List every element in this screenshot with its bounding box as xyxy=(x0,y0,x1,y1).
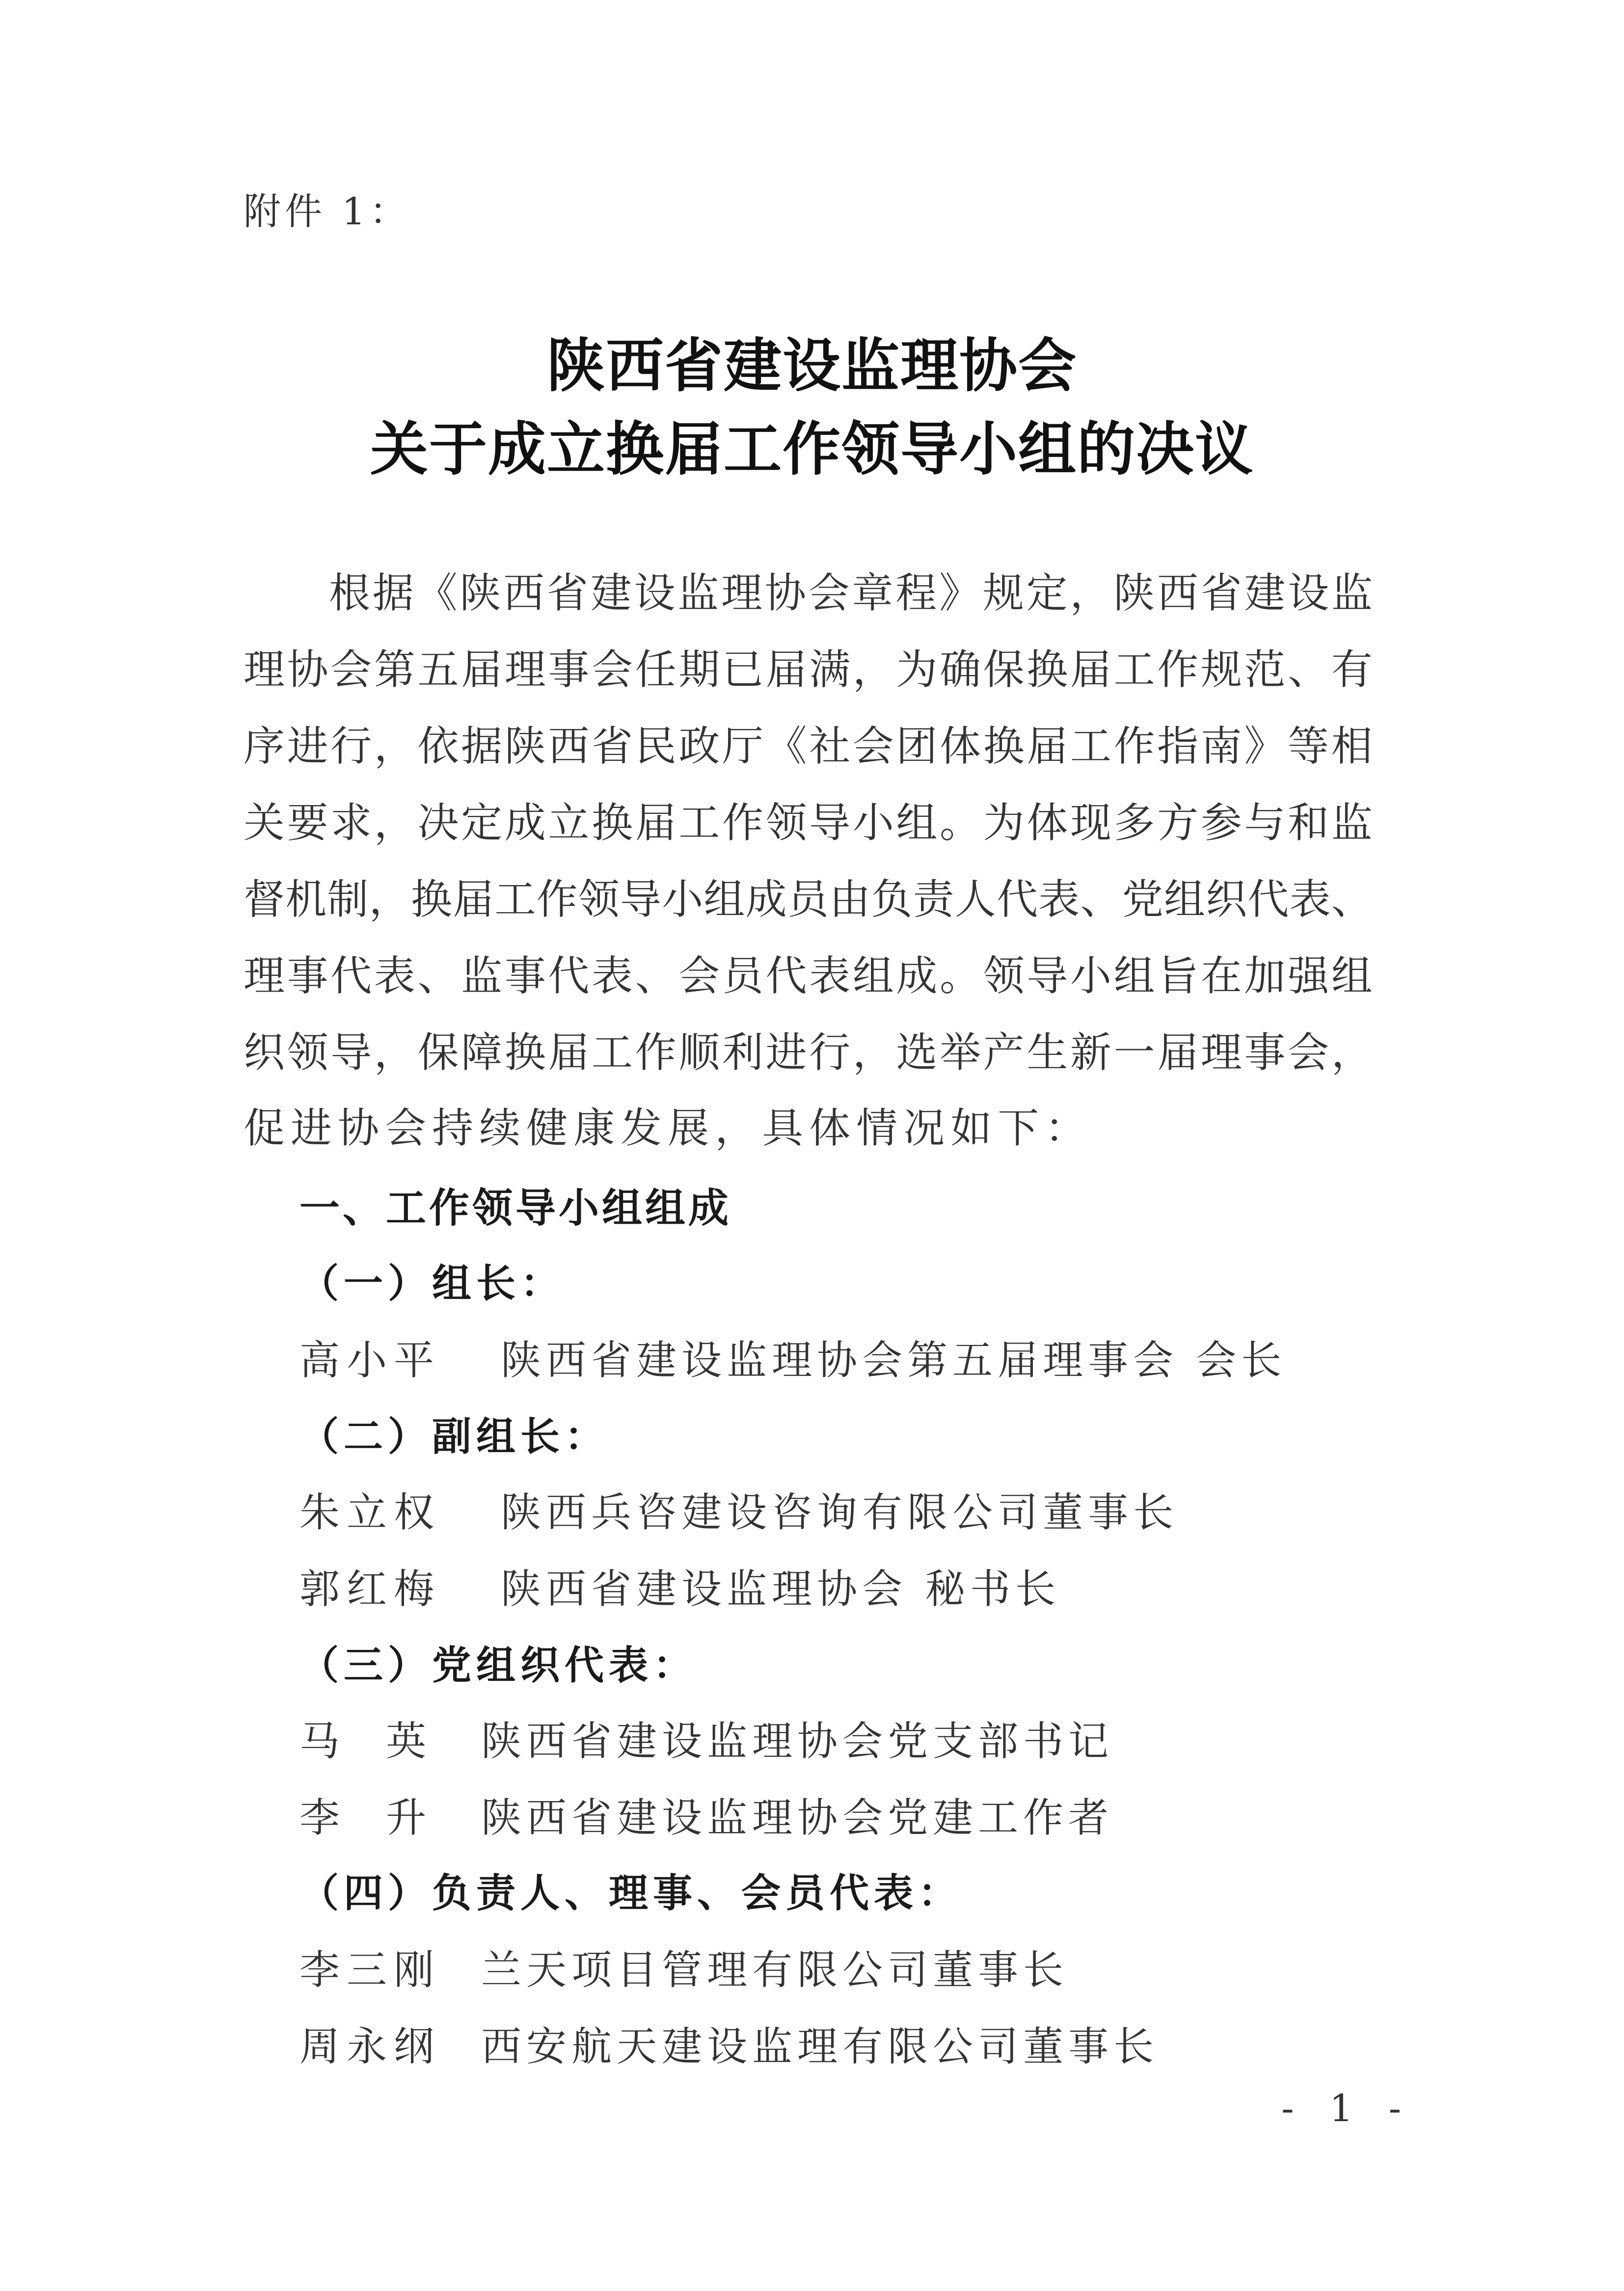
paragraph-char: 会 xyxy=(852,722,894,770)
paragraph-char: 续 xyxy=(479,1104,527,1152)
group-label-party: （三）党组织代表： xyxy=(299,1643,697,1688)
paragraph-char: 举 xyxy=(940,1028,981,1077)
paragraph-char: ， xyxy=(374,799,415,847)
paragraph-char: 工 xyxy=(1070,722,1111,770)
paragraph-char: 定 xyxy=(461,799,503,847)
paragraph-char: 建 xyxy=(590,569,632,617)
paragraph-char: 况 xyxy=(903,1104,951,1152)
paragraph-char: ， xyxy=(715,1104,762,1152)
attachment-label: 附件 1： xyxy=(244,189,411,233)
group-label-representatives: （四）负责人、理事、会员代表： xyxy=(299,1870,962,1916)
paragraph-char: 届 xyxy=(548,1028,590,1077)
paragraph-char: 领 xyxy=(765,799,807,847)
paragraph-char: 满 xyxy=(809,646,851,694)
page-number: - 1 - xyxy=(1281,2086,1413,2130)
paragraph-char: 设 xyxy=(1288,569,1329,617)
paragraph-char: 理 xyxy=(504,646,546,694)
paragraph-char: 加 xyxy=(1244,952,1286,1000)
member-org: 兰天项目管理有限公司董事长 xyxy=(481,1947,1069,1994)
paragraph-char: ， xyxy=(374,722,415,770)
paragraph-char: 机 xyxy=(285,875,327,923)
paragraph-char: 届 xyxy=(1027,722,1068,770)
paragraph-line xyxy=(244,952,1373,1000)
member-org: 西安航天建设监理有限公司董事长 xyxy=(481,2023,1159,2070)
paragraph-line xyxy=(244,722,1373,770)
paragraph-char: 为 xyxy=(896,646,938,694)
member-row xyxy=(299,1481,1178,1538)
paragraph-char: 进 xyxy=(291,1104,338,1152)
paragraph-char: 一 xyxy=(1113,1028,1155,1077)
paragraph-char: ， xyxy=(1070,569,1111,617)
member-name: 周永纲 xyxy=(299,2023,441,2070)
paragraph-char: 体 xyxy=(809,1104,857,1152)
paragraph-char: ， xyxy=(369,875,410,923)
paragraph-char: 定 xyxy=(1026,569,1068,617)
paragraph-char: 具 xyxy=(762,1104,810,1152)
paragraph-char: 障 xyxy=(461,1028,503,1077)
paragraph-char: 西 xyxy=(548,722,590,770)
paragraph-char: ： xyxy=(1045,1104,1092,1152)
paragraph-char: 理 xyxy=(244,646,285,694)
paragraph-char: 织 xyxy=(1206,875,1247,923)
paragraph-char: 会 xyxy=(385,1104,433,1152)
paragraph-char: 表 xyxy=(592,952,633,1000)
paragraph-char: 规 xyxy=(1200,646,1242,694)
paragraph-char: 协 xyxy=(338,1104,385,1152)
paragraph-char: 产 xyxy=(983,1028,1025,1077)
paragraph-char: 陕 xyxy=(1113,569,1155,617)
paragraph-char: 《 xyxy=(416,569,458,617)
member-name: 马 英 xyxy=(299,1718,433,1765)
paragraph-char: 会 xyxy=(808,569,850,617)
paragraph-char: 组 xyxy=(896,799,938,847)
paragraph-char: 织 xyxy=(244,1028,285,1077)
paragraph-char: 据 xyxy=(461,722,503,770)
paragraph-char: 届 xyxy=(635,799,677,847)
paragraph-char: 程 xyxy=(895,569,937,617)
paragraph-char: 行 xyxy=(809,1028,851,1077)
paragraph-char: 旨 xyxy=(1157,952,1199,1000)
paragraph-char: 方 xyxy=(1157,799,1199,847)
paragraph-char: 如 xyxy=(950,1104,998,1152)
member-row xyxy=(299,2015,1159,2072)
paragraph-char: 作 xyxy=(635,1028,677,1077)
member-row xyxy=(299,1786,1113,1843)
paragraph-char: 组 xyxy=(1164,875,1205,923)
paragraph-char: 。 xyxy=(940,799,981,847)
paragraph-char: 设 xyxy=(634,569,676,617)
paragraph-char: 事 xyxy=(548,646,590,694)
paragraph-char: 陕 xyxy=(504,722,546,770)
paragraph-char: 组 xyxy=(704,875,745,923)
paragraph-char: 换 xyxy=(983,722,1025,770)
paragraph-char: 保 xyxy=(417,1028,459,1077)
paragraph-char: 政 xyxy=(678,722,720,770)
member-name: 朱立权 xyxy=(299,1489,441,1536)
paragraph-char: 事 xyxy=(504,952,546,1000)
paragraph-char: 、 xyxy=(635,952,677,1000)
paragraph-char: 多 xyxy=(1113,799,1155,847)
paragraph-char: 要 xyxy=(287,799,328,847)
paragraph-char: 、 xyxy=(1080,875,1122,923)
paragraph-char: 南 xyxy=(1200,722,1242,770)
paragraph-char: 、 xyxy=(1288,646,1329,694)
member-name: 高小平 xyxy=(299,1337,441,1384)
paragraph-char: 关 xyxy=(244,799,285,847)
document-title-line-2: 关于成立换届工作领导小组的决议 xyxy=(370,415,1254,483)
paragraph-char: 规 xyxy=(982,569,1024,617)
paragraph-char: 协 xyxy=(287,646,328,694)
paragraph-char: 健 xyxy=(526,1104,574,1152)
paragraph-char: 监 xyxy=(1331,569,1373,617)
paragraph-char: 范 xyxy=(1244,646,1286,694)
paragraph-char: 会 xyxy=(678,952,720,1000)
paragraph-line xyxy=(244,1028,1373,1077)
paragraph-char: 决 xyxy=(417,799,459,847)
paragraph-char: 督 xyxy=(244,875,285,923)
paragraph-line xyxy=(329,569,1373,617)
paragraph-char: 导 xyxy=(1027,952,1068,1000)
paragraph-char: 人 xyxy=(954,875,996,923)
paragraph-char: 表 xyxy=(1289,875,1331,923)
paragraph-char: 换 xyxy=(410,875,452,923)
member-name: 李 升 xyxy=(299,1795,433,1841)
paragraph-char: 和 xyxy=(1288,799,1329,847)
member-row xyxy=(299,1938,1068,1995)
member-org: 陕西省建设监理协会党建工作者 xyxy=(481,1795,1114,1841)
paragraph-char: 相 xyxy=(1331,722,1373,770)
paragraph-char: 与 xyxy=(1244,799,1286,847)
group-label-leader: （一）组长： xyxy=(299,1261,565,1306)
paragraph-char: 进 xyxy=(287,722,328,770)
paragraph-char: 事 xyxy=(287,952,328,1000)
paragraph-char: 进 xyxy=(765,1028,807,1077)
paragraph-char: 理 xyxy=(244,952,285,1000)
paragraph-char: 届 xyxy=(461,646,503,694)
section-heading: 一、工作领导小组组成 xyxy=(299,1185,732,1232)
member-org: 陕西省建设监理协会第五届理事会 会长 xyxy=(501,1337,1287,1384)
paragraph-char: 代 xyxy=(330,952,372,1000)
paragraph-char: 体 xyxy=(940,722,981,770)
paragraph-char: 》 xyxy=(939,569,980,617)
paragraph-char: 会 xyxy=(1288,1028,1329,1077)
member-name: 李三刚 xyxy=(299,1947,441,1994)
paragraph-char: 届 xyxy=(1070,646,1111,694)
paragraph-char: 第 xyxy=(374,646,415,694)
paragraph-char: 、 xyxy=(417,952,459,1000)
paragraph-char: 理 xyxy=(721,569,763,617)
paragraph-char: 建 xyxy=(1244,569,1286,617)
paragraph-char: 成 xyxy=(896,952,938,1000)
paragraph-char: 康 xyxy=(573,1104,621,1152)
paragraph-char: 立 xyxy=(548,799,590,847)
paragraph-char: 据 xyxy=(372,569,414,617)
paragraph-char: 求 xyxy=(330,799,372,847)
paragraph-char: 表 xyxy=(374,952,415,1000)
paragraph-char: 工 xyxy=(494,875,536,923)
member-org: 陕西省建设监理协会党支部书记 xyxy=(481,1718,1114,1765)
paragraph-char: 西 xyxy=(503,569,545,617)
paragraph-char: 代 xyxy=(996,875,1038,923)
paragraph-char: 促 xyxy=(244,1104,291,1152)
paragraph-char: 会 xyxy=(592,646,633,694)
paragraph-char: 员 xyxy=(722,952,763,1000)
paragraph-char: 作 xyxy=(1157,646,1199,694)
paragraph-char: 监 xyxy=(677,569,719,617)
paragraph-char: 制 xyxy=(327,875,369,923)
paragraph-char: 指 xyxy=(1157,722,1199,770)
paragraph-char: 发 xyxy=(621,1104,668,1152)
paragraph-char: 依 xyxy=(417,722,459,770)
paragraph-char: 顺 xyxy=(678,1028,720,1077)
paragraph-char: 监 xyxy=(461,952,503,1000)
paragraph-char: 五 xyxy=(417,646,459,694)
paragraph-char: 领 xyxy=(983,952,1025,1000)
paragraph-char: 届 xyxy=(453,875,494,923)
paragraph-char: 领 xyxy=(578,875,620,923)
paragraph-char: 小 xyxy=(662,875,704,923)
paragraph-char: 西 xyxy=(1157,569,1198,617)
paragraph-char: 参 xyxy=(1200,799,1242,847)
paragraph-char: 协 xyxy=(764,569,806,617)
paragraph-char: 换 xyxy=(504,1028,546,1077)
paragraph-char: 组 xyxy=(852,952,894,1000)
paragraph-char: 成 xyxy=(504,799,546,847)
paragraph-char: 团 xyxy=(896,722,938,770)
paragraph-char: 监 xyxy=(1331,799,1373,847)
paragraph-char: 等 xyxy=(1288,722,1329,770)
paragraph-char: 现 xyxy=(1070,799,1111,847)
paragraph-char: 工 xyxy=(678,799,720,847)
paragraph-char: 换 xyxy=(592,799,633,847)
paragraph-line xyxy=(244,646,1373,694)
group-label-deputy: （二）副组长： xyxy=(299,1414,609,1459)
paragraph-char: 组 xyxy=(1331,952,1373,1000)
paragraph-char: 代 xyxy=(1247,875,1289,923)
paragraph-char: 届 xyxy=(765,646,807,694)
paragraph-char: 持 xyxy=(432,1104,480,1152)
paragraph-char: 作 xyxy=(1113,722,1155,770)
paragraph-char: 负 xyxy=(871,875,913,923)
paragraph-char: 表 xyxy=(1038,875,1080,923)
paragraph-char: 情 xyxy=(856,1104,904,1152)
paragraph-char: 、 xyxy=(1331,875,1373,923)
paragraph-char: 理 xyxy=(1200,1028,1242,1077)
member-row xyxy=(299,1328,1286,1386)
paragraph-char: 展 xyxy=(668,1104,715,1152)
paragraph-char: 工 xyxy=(592,1028,633,1077)
paragraph-char: 代 xyxy=(548,952,590,1000)
paragraph-char: 利 xyxy=(722,1028,763,1077)
paragraph-char: 保 xyxy=(983,646,1025,694)
paragraph-char: 体 xyxy=(1027,799,1068,847)
paragraph-char: 民 xyxy=(635,722,677,770)
paragraph-char: 责 xyxy=(913,875,954,923)
paragraph-char: 期 xyxy=(678,646,720,694)
paragraph-char: ， xyxy=(1331,1028,1373,1077)
member-org: 陕西兵咨建设咨询有限公司董事长 xyxy=(501,1489,1179,1536)
paragraph-char: 《 xyxy=(765,722,807,770)
member-org: 陕西省建设监理协会 秘书长 xyxy=(501,1566,1061,1613)
paragraph-char: 新 xyxy=(1070,1028,1111,1077)
paragraph-char: 已 xyxy=(722,646,763,694)
paragraph-char: 表 xyxy=(809,952,851,1000)
paragraph-char: 任 xyxy=(635,646,677,694)
paragraph-char: 作 xyxy=(722,799,763,847)
paragraph-char: ， xyxy=(852,1028,894,1077)
paragraph-char: 根 xyxy=(329,569,371,617)
paragraph-char: 导 xyxy=(330,1028,372,1077)
paragraph-char: 领 xyxy=(287,1028,328,1077)
paragraph-line xyxy=(244,1104,1373,1152)
paragraph-char: 党 xyxy=(1122,875,1164,923)
paragraph-char: 会 xyxy=(330,646,372,694)
paragraph-char: 工 xyxy=(1113,646,1155,694)
paragraph-char: 代 xyxy=(765,952,807,1000)
paragraph-char: 厅 xyxy=(722,722,763,770)
document-title-line-1: 陕西省建设监理协会 xyxy=(546,332,1077,400)
paragraph-char: 生 xyxy=(1027,1028,1068,1077)
paragraph-char: 由 xyxy=(829,875,871,923)
paragraph-char: 换 xyxy=(1027,646,1068,694)
paragraph-char: 导 xyxy=(809,799,851,847)
paragraph-char: 省 xyxy=(1200,569,1242,617)
paragraph-char: 届 xyxy=(1157,1028,1199,1077)
paragraph-char: 导 xyxy=(620,875,661,923)
paragraph-char: 组 xyxy=(1113,952,1155,1000)
paragraph-char: 》 xyxy=(1244,722,1286,770)
paragraph-char: 省 xyxy=(592,722,633,770)
paragraph-char: 小 xyxy=(1070,952,1111,1000)
paragraph-char: 社 xyxy=(809,722,851,770)
paragraph-char: 强 xyxy=(1288,952,1329,1000)
paragraph-line xyxy=(244,799,1373,847)
paragraph-char: 员 xyxy=(787,875,829,923)
paragraph-line xyxy=(244,875,1373,923)
paragraph-char: 选 xyxy=(896,1028,938,1077)
paragraph-char: 事 xyxy=(1244,1028,1286,1077)
paragraph-char: 有 xyxy=(1331,646,1373,694)
paragraph-char: 序 xyxy=(244,722,285,770)
paragraph-char: ， xyxy=(852,646,894,694)
member-name: 郭红梅 xyxy=(299,1566,441,1613)
paragraph-char: 为 xyxy=(983,799,1025,847)
paragraph-char: 作 xyxy=(536,875,578,923)
paragraph-char: 在 xyxy=(1200,952,1242,1000)
paragraph-char: ， xyxy=(374,1028,415,1077)
paragraph-char: 章 xyxy=(852,569,893,617)
member-row xyxy=(299,1557,1060,1615)
paragraph-char: 下 xyxy=(998,1104,1045,1152)
paragraph-char: 行 xyxy=(330,722,372,770)
paragraph-char: 。 xyxy=(940,952,981,1000)
paragraph-char: 省 xyxy=(546,569,588,617)
paragraph-char: 成 xyxy=(745,875,787,923)
member-row xyxy=(299,1709,1113,1767)
paragraph-char: 小 xyxy=(852,799,894,847)
paragraph-char: 陕 xyxy=(460,569,501,617)
paragraph-char: 确 xyxy=(940,646,981,694)
